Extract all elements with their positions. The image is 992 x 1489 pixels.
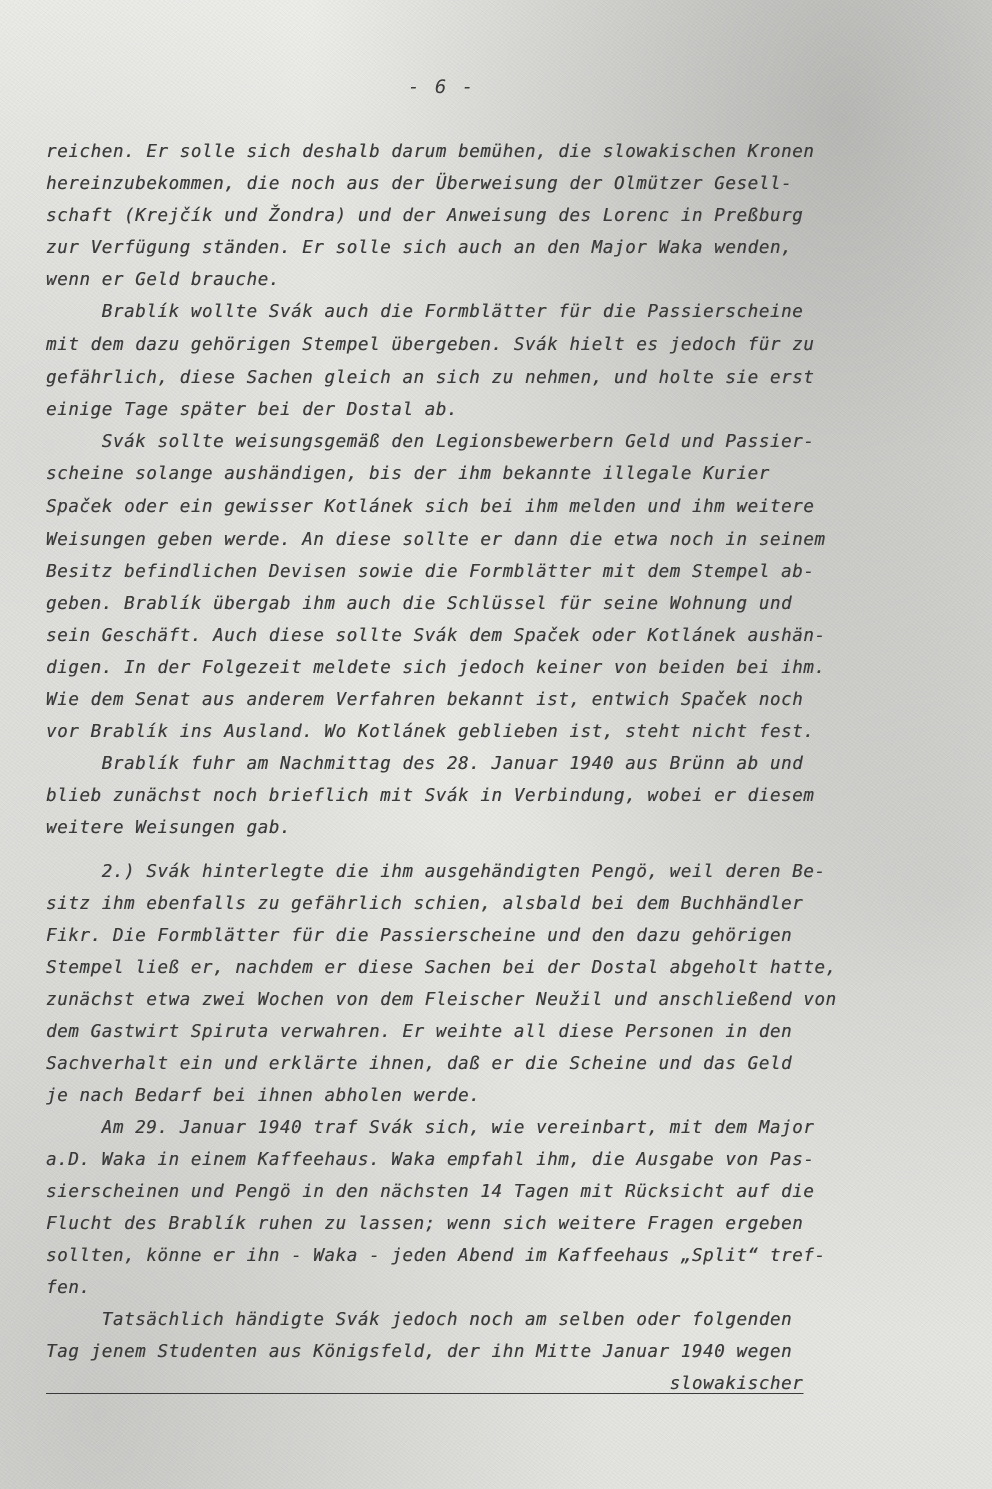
text-line: Flucht des Brablík ruhen zu lassen; wenn sich weitere Fragen ergeben [46, 1214, 804, 1234]
text-line: sollten, könne er ihn - Waka - jeden Abend im Kaffeehaus „Split“ tref- [46, 1246, 826, 1266]
text-line: Sachverhalt ein und erklärte ihnen, daß er die Scheine und das Geld [46, 1054, 793, 1074]
text-line: zur Verfügung ständen. Er solle sich auch an den Major Waka wenden, [46, 238, 793, 258]
text-line: 2.) Svák hinterlegte die ihm ausgehändigten Pengö, weil deren Be- [46, 862, 826, 882]
text-line: wenn er Geld brauche. [46, 270, 280, 290]
text-line: fen. [46, 1278, 91, 1298]
text-line: zunächst etwa zwei Wochen von dem Fleischer Neužil und anschließend von [46, 990, 837, 1010]
text-line: Spaček oder ein gewisser Kotlánek sich bei ihm melden und ihm weitere [46, 497, 815, 517]
text-line: weitere Weisungen gab. [46, 818, 291, 838]
text-line: Brablík fuhr am Nachmittag des 28. Januar 1940 aus Brünn ab und [46, 754, 804, 774]
text-line: mit dem dazu gehörigen Stempel übergeben. Svák hielt es jedoch für zu [46, 335, 815, 355]
text-line: sierscheinen und Pengö in den nächsten 14 Tagen mit Rücksicht auf die [46, 1182, 815, 1202]
text-line: vor Brablík ins Ausland. Wo Kotlánek geblieben ist, steht nicht fest. [46, 722, 815, 742]
text-line: Am 29. Januar 1940 traf Svák sich, wie vereinbart, mit dem Major [46, 1118, 815, 1138]
text-line: Tag jenem Studenten aus Königsfeld, der ihn Mitte Januar 1940 wegen [46, 1342, 793, 1362]
text-line: blieb zunächst noch brieflich mit Svák in Verbindung, wobei er diesem [46, 786, 815, 806]
text-line: hereinzubekommen, die noch aus der Überweisung der Olmützer Gesell- [46, 174, 793, 194]
text-line: gefährlich, diese Sachen gleich an sich zu nehmen, und holte sie erst [46, 368, 815, 388]
text-line: einige Tage später bei der Dostal ab. [46, 400, 459, 420]
text-line: schaft (Krejčík und Žondra) und der Anweisung des Lorenc in Preßburg [46, 206, 804, 226]
text-line: Stempel ließ er, nachdem er diese Sachen bei der Dostal abgeholt hatte, [46, 958, 837, 978]
text-line: Svák sollte weisungsgemäß den Legionsbewerbern Geld und Passier- [46, 432, 815, 452]
text-line: sitz ihm ebenfalls zu gefährlich schien, alsbald bei dem Buchhändler [46, 894, 804, 914]
text-line: sein Geschäft. Auch diese sollte Svák dem Spaček oder Kotlánek aushän- [46, 626, 826, 646]
text-line: Weisungen geben werde. An diese sollte er dann die etwa noch in seinem [46, 530, 826, 550]
text-line: geben. Brablík übergab ihm auch die Schlüssel für seine Wohnung und [46, 594, 793, 614]
text-line: reichen. Er solle sich deshalb darum bemühen, die slowakischen Kronen [46, 142, 815, 162]
page-number: - 6 - [408, 76, 476, 98]
text-line: Besitz befindlichen Devisen sowie die Formblätter mit dem Stempel ab- [46, 562, 815, 582]
text-line: a.D. Waka in einem Kaffeehaus. Waka empfahl ihm, die Ausgabe von Pas- [46, 1150, 815, 1170]
text-line: Fikr. Die Formblätter für die Passierscheine und den dazu gehörigen [46, 926, 793, 946]
text-line: digen. In der Folgezeit meldete sich jedoch keiner von beiden bei ihm. [46, 658, 826, 678]
text-line: dem Gastwirt Spiruta verwahren. Er weihte all diese Personen in den [46, 1022, 793, 1042]
text-line: scheine solange aushändigen, bis der ihm bekannte illegale Kurier [46, 464, 770, 484]
text-line: je nach Bedarf bei ihnen abholen werde. [46, 1086, 481, 1106]
text-line: Wie dem Senat aus anderem Verfahren bekannt ist, entwich Spaček noch [46, 690, 804, 710]
text-line: Brablík wollte Svák auch die Formblätter für die Passierscheine [46, 302, 804, 322]
text-line-underlined: slowakischer [46, 1374, 804, 1394]
text-line: Tatsächlich händigte Svák jedoch noch am selben oder folgenden [46, 1310, 793, 1330]
